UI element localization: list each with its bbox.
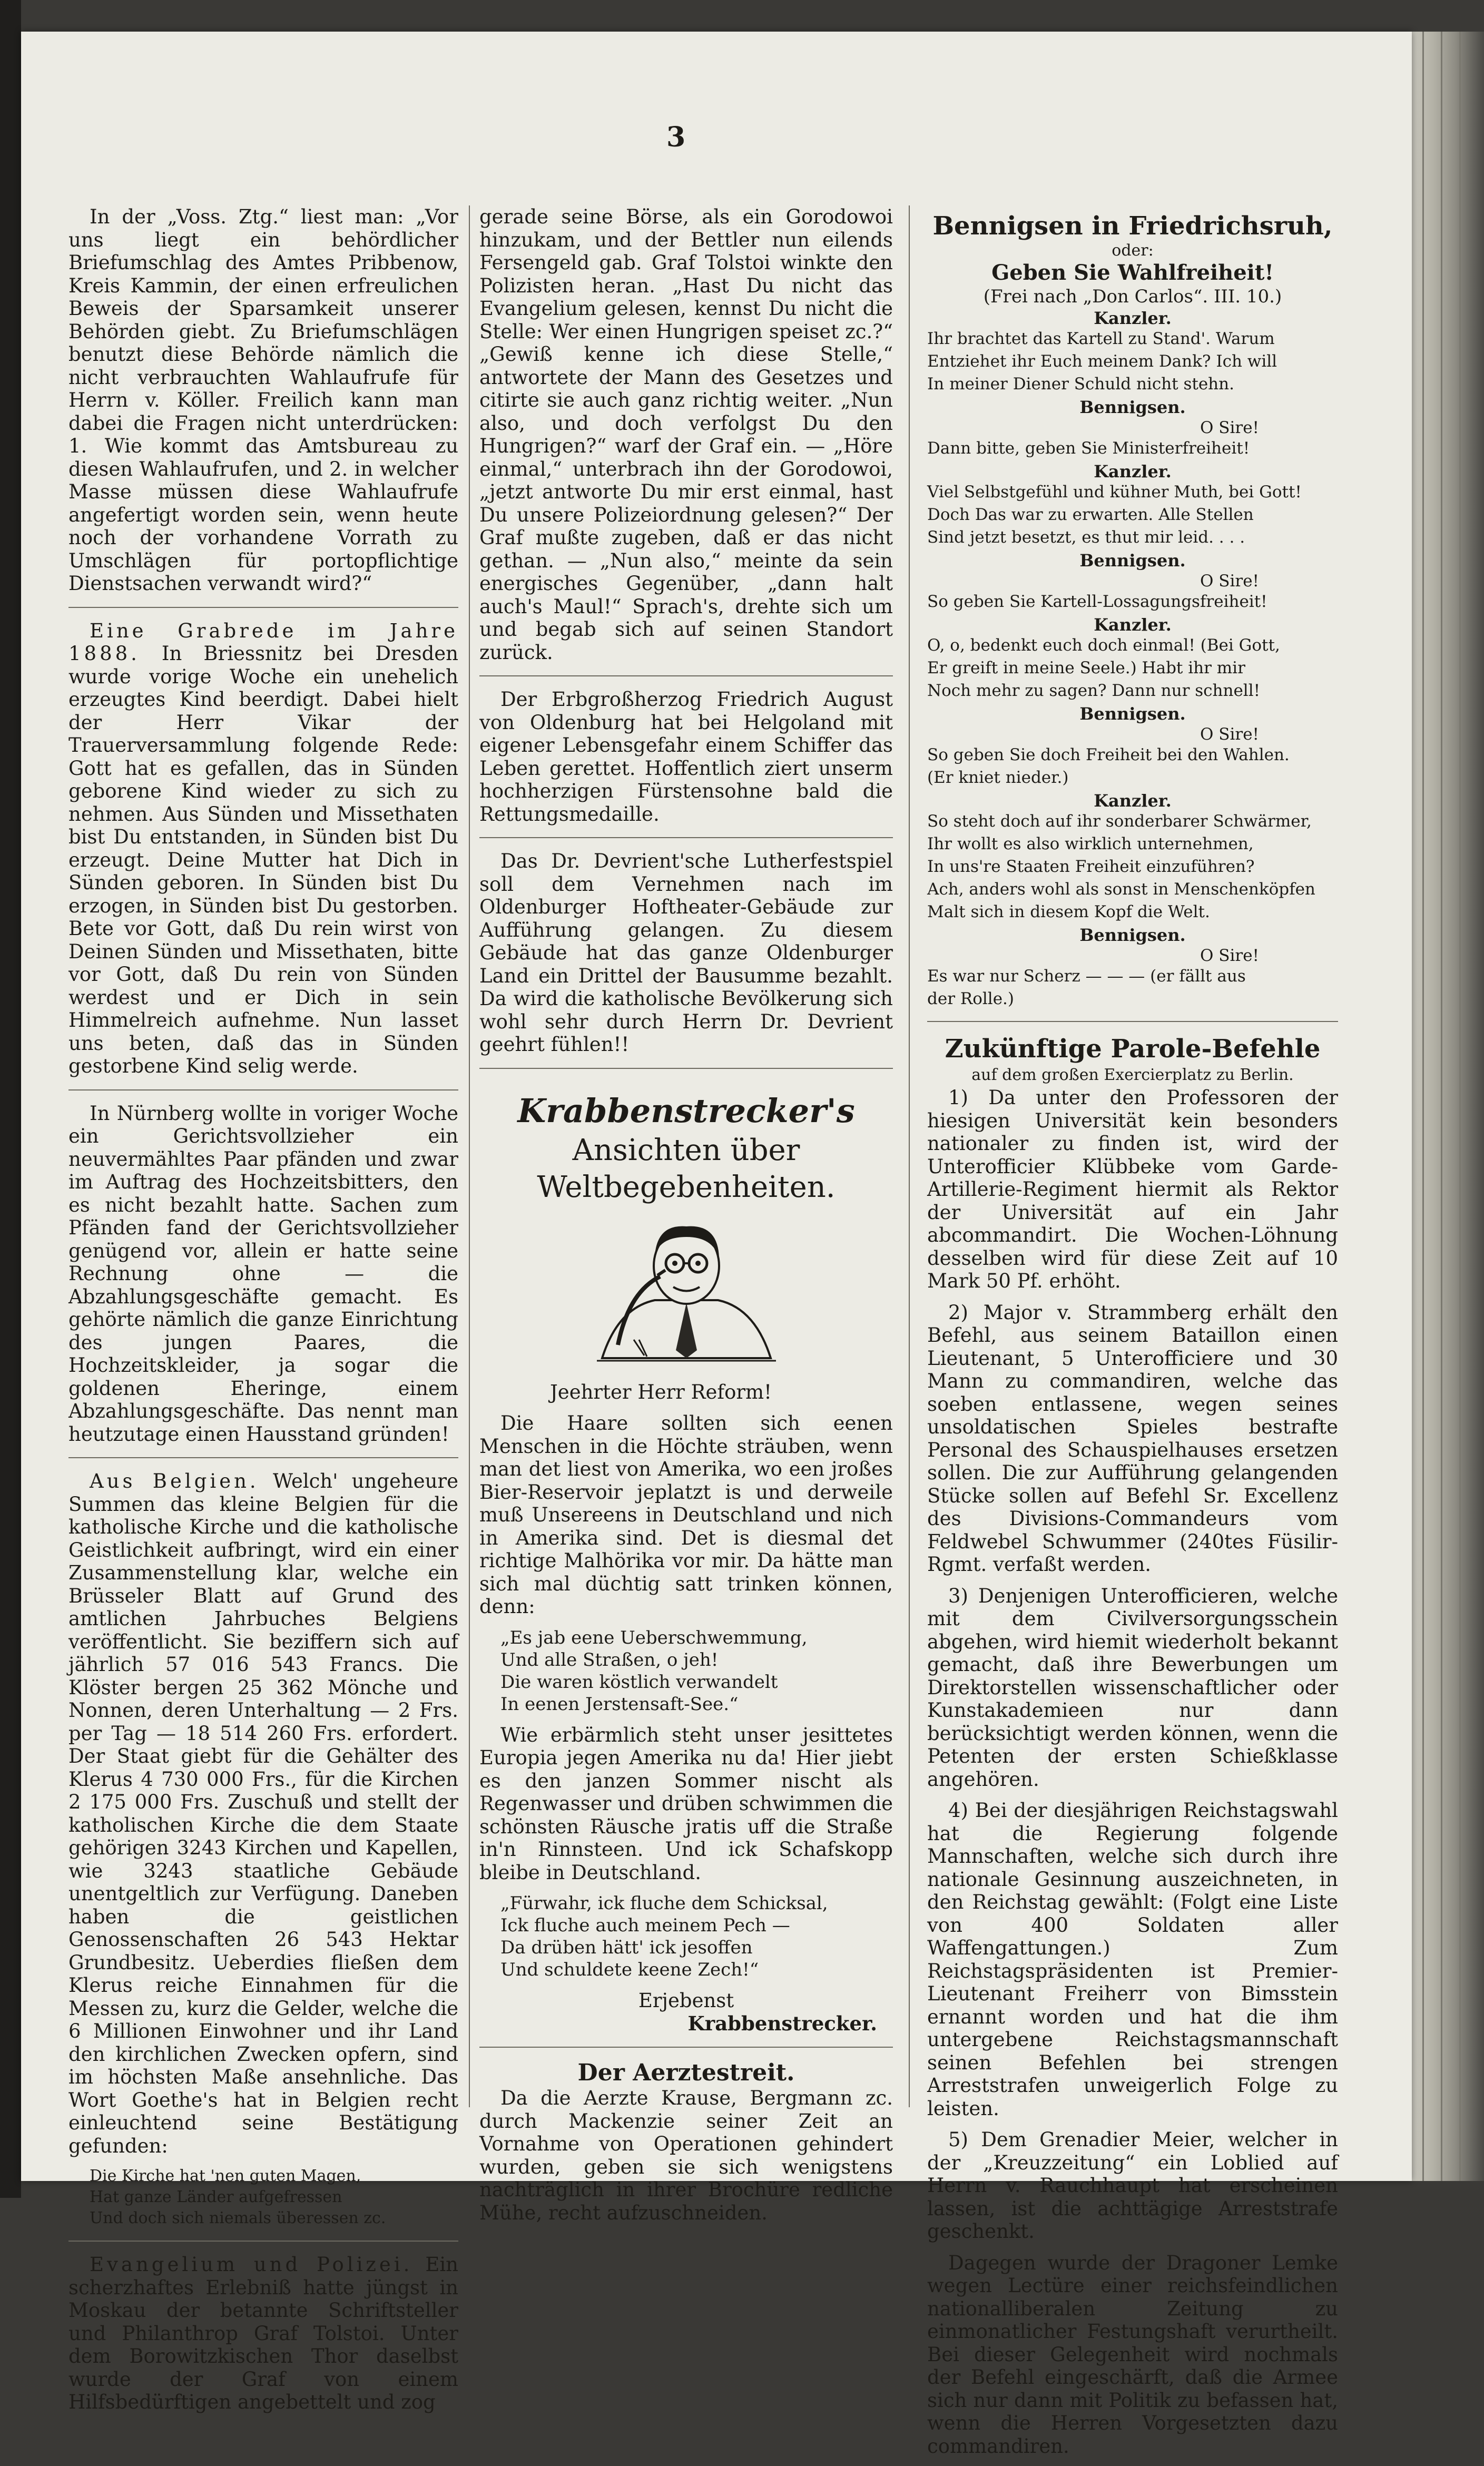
article-divider <box>68 2241 458 2242</box>
article-heading: Evangelium und Polizei. <box>90 2253 413 2276</box>
parole-item: 2) Major v. Strammberg erhält den Befehl, aus seinem Bataillon einen Lieutenant, 5 Unterofficiere und 30 Mann zu commandiren, welche das soeben entlassene, wegen seines unsoldatischen Spieles bestrafte Personal des Schauspielhauses ersetzen sollen. Die zur Aufführung gelangenden Stücke sollen auf Befehl Sr. Excellenz des Divisions-Commandeurs vom Feldwebel Schwummer (240tes Füsilir-Rgmt. verfaßt werden. <box>927 1301 1338 1576</box>
article-divider <box>479 1068 893 1069</box>
article-divider <box>68 1089 458 1090</box>
letter-greeting: Jeehrter Herr Reform! <box>549 1380 772 1403</box>
parole-item: Dagegen wurde der Dragoner Lemke wegen Lectüre einer reichsfeindlichen nationalliberalen Zeitung zu einmonatlicher Festungshaft verurtheilt. Bei dieser Gelegenheit wird nochmals der Befehl eingeschärft, daß die Armee sich nur dann mit Politik zu befassen hat, wenn die Herren Vorgesetzten dazu commandiren. <box>927 2251 1338 2458</box>
parole-title: Zukünftige Parole-Befehle <box>945 1034 1321 1064</box>
dialogue-line: Er greift in meine Seele.) Habt ihr mir <box>927 659 1245 677</box>
dialogue-line: Ihr wollt es also wirklich unternehmen, <box>927 834 1254 853</box>
letter-body-1: Die Haare sollten sich eenen Menschen in die Höchte sträuben, wenn man det liest von Amerika, wo een jroßes Bier-Reservoir jeplatzt is und derweile muß Unsereens in Deutschland und nich in Amerika sind. Det is diesmal det richtige Malhörika vor mir. Da hätte man sich mal düchtig satt trinken können, denn: <box>479 1412 893 1618</box>
article-divider <box>68 1457 458 1458</box>
letter-closing: Erjebenst <box>638 1989 734 2012</box>
dialogue-speaker: Bennigsen. <box>1079 397 1186 417</box>
verse-line: Die waren köstlich verwandelt <box>500 1671 778 1693</box>
article-oldenburg: Der Erbgroßherzog Friedrich August von Oldenburg hat bei Helgoland mit eigener Lebensgefahr einem Schiffer das Leben gerettet. Hoffentlich ziert unserm hochherzigen Fürstensohne bald die Rettungsmedaille. <box>479 688 893 826</box>
bennigsen-oder: oder: <box>1112 241 1154 260</box>
verse-line: In eenen Jerstensaft-See.“ <box>500 1693 739 1715</box>
article-divider <box>479 2047 893 2048</box>
dialogue-speaker: Kanzler. <box>1094 461 1172 482</box>
article-belgien <box>68 1470 458 2157</box>
verse-line: Und schuldete keene Zech!“ <box>500 1959 759 1980</box>
page-number: 3 <box>666 121 686 153</box>
column-divider <box>909 205 910 2107</box>
verse-line: „Es jab eene Ueberschwemmung, <box>500 1627 808 1648</box>
verse-line: Hat ganze Länder aufgefressen <box>90 2188 342 2206</box>
article-voss-ztg: In der „Voss. Ztg.“ liest man: „Vor uns liegt ein behördlicher Briefumschlag des Amtes Pribbenow, Kreis Kammin, der einen erfreulichen Beweis der Sparsamkeit unserer Behörden giebt. Zu Briefumschlägen benutzt diese Behörde nämlich die nicht verbrauchten Wahlaufrufe für Herrn v. Köller. Freilich kann man dabei die Fragen nicht unterdrücken: 1. Wie kommt das Amtsbureau zu diesen Wahlaufrufen, und 2. in welcher Masse müssen diese Wahlaufrufe angefertigt worden sein, wenn heute noch der vorhandene Vorrath zu Umschlägen für portopflichtige Dienstsachen verwandt wird?“ <box>68 205 458 595</box>
dialogue-line: Entziehet ihr Euch meinem Dank? Ich will <box>927 352 1277 371</box>
parole-subtitle: auf dem großen Exercierplatz zu Berlin. <box>971 1066 1294 1084</box>
aerztestreit-title: Der Aerztestreit. <box>577 2059 795 2086</box>
verse-line: Da drüben hätt' ick jesoffen <box>500 1937 753 1958</box>
newspaper-page <box>21 32 1412 2458</box>
article-body: Ein scherzhaftes Erlebniß hatte jüngst in Moskau der betannte Schriftsteller und Philanthrop Graf Tolstoi. Unter dem Borowitzkischen Thor daselbst wurde der Graf von einem Hilfsbedürftigen angebettelt und zog <box>68 2253 459 2413</box>
caricature-illustration <box>586 1213 787 1371</box>
dialogue-line: Malt sich in diesem Kopf die Welt. <box>927 902 1210 921</box>
goethe-quote <box>90 2166 458 2229</box>
column-1 <box>68 205 458 2422</box>
dialogue-line: So steht doch auf ihr sonderbarer Schwärmer, <box>927 812 1312 831</box>
column-divider <box>469 205 470 2107</box>
bennigsen-subtitle: Geben Sie Wahlfreiheit! <box>991 260 1274 285</box>
dialogue-line: In meiner Diener Schuld nicht stehn. <box>927 375 1234 394</box>
verse-line: Und doch sich niemals überessen zc. <box>90 2209 386 2227</box>
dialogue-speaker: Kanzler. <box>1094 615 1172 635</box>
dialogue-line: Dann bitte, geben Sie Ministerfreiheit! <box>927 439 1250 458</box>
dialogue-line: der Rolle.) <box>927 989 1014 1008</box>
parole-item: 3) Denjenigen Unterofficieren, welche mit dem Civilversorgungsschein abgehen, wird hiemit wiederholt bekannt gemacht, daß ihre Bewerbungen um Direktorstellen wissenschaftlicher oder Kunstakademieen nur dann berücksichtigt werden können, wenn die Petenten der ersten Schießklasse angehören. <box>927 1584 1338 1791</box>
dialogue-line: Ach, anders wohl als sonst in Menschenköpfen <box>927 880 1315 899</box>
dialogue-line: Viel Selbstgefühl und kühner Muth, bei Gott! <box>927 483 1302 502</box>
article-grabrede <box>68 620 458 1078</box>
dialogue-line: Ihr brachtet das Kartell zu Stand'. Warum <box>927 329 1275 348</box>
parole-items <box>927 1086 1338 2458</box>
letter-body-2: Wie erbärmlich steht unser jesittetes Europia jegen Amerika nu da! Hier jiebt es den janzen Sommer nischt als Regenwasser und drüben schwimmen die schönsten Räusche jratis uff die Straße in'n Rinnsteen. Und ick Schafskopp bleibe in Deutschland. <box>479 1723 893 1884</box>
parole-item: 4) Bei der diesjährigen Reichstagswahl hat die Regierung folgende Mannschaften, welche sich durch ihre nationale Gesinnung auszeichneten, in den Reichstag gewählt: (Folgt eine Liste von 400 Soldaten aller Waffengattungen.) Zum Reichstagspräsidenten ist Premier-Lieutenant Freiherr von Bimsstein ernannt worden und hat die ihm untergebene Reichstagsmannschaft seinen Befehlen bei strengen Arreststrafen unweigerlich Folge zu leisten. <box>927 1799 1338 2120</box>
dialogue-line: O, o, bedenkt euch doch einmal! (Bei Gott, <box>927 636 1280 655</box>
adjacent-page-edge <box>0 0 21 2198</box>
page-stack-edge <box>1412 32 1484 2181</box>
article-divider <box>479 837 893 838</box>
article-heading: Eine Grabrede im Jahre 1888. <box>68 619 458 665</box>
letter-signature: Krabbenstrecker. <box>687 2011 877 2035</box>
dialogue-line: Sind jetzt besetzt, es thut mir leid. . . . <box>927 528 1245 547</box>
article-divider <box>479 675 893 676</box>
dialogue <box>927 308 1338 1009</box>
column-2 <box>479 205 893 2233</box>
dialogue-speaker: Bennigsen. <box>1079 551 1186 571</box>
verse-line: Und alle Straßen, o jeh! <box>500 1649 719 1671</box>
aerztestreit-body: Da die Aerzte Krause, Bergmann zc. durch Mackenzie seiner Zeit an Vornahme von Operationen gehindert wurden, geben sie sich wenigstens nachträglich in ihrer Brochüre redliche Mühe, recht aufzuschneiden. <box>479 2087 893 2224</box>
verse-line: Die Kirche hat 'nen guten Magen, <box>90 2167 361 2185</box>
bennigsen-source: (Frei nach „Don Carlos“. III. 10.) <box>983 286 1282 307</box>
verse-line: „Fürwahr, ick fluche dem Schicksal, <box>500 1893 828 1914</box>
dialogue-line: O Sire! <box>1200 572 1259 591</box>
dialogue-line: O Sire! <box>1200 418 1259 437</box>
dialogue-speaker: Bennigsen. <box>1079 704 1186 724</box>
article-lutherfestspiel: Das Dr. Devrient'sche Lutherfestspiel soll dem Vernehmen nach im Oldenburger Hoftheater-Gebäude zur Aufführung gelangen. Zu diesem Gebäude hat das ganze Oldenburger Land ein Drittel der Bausumme bezahlt. Da wird die katholische Bevölkerung sich wohl sehr durch Herrn Dr. Devrient geehrt fühlen!! <box>479 850 893 1056</box>
letter-verse-1 <box>500 1627 893 1715</box>
parole-item: 5) Dem Grenadier Meier, welcher in der „Kreuzzeitung“ ein Loblied auf Herrn v. Rauchhaupt hat erscheinen lassen, ist die achttägige Arreststrafe geschenkt. <box>927 2128 1338 2243</box>
article-body: Welch' ungeheure Summen das kleine Belgien für die katholische Kirche und die katholische Geistlichkeit aufbringt, wird ein einer Zusammenstellung klar, welche ein Brüsseler Blatt auf Grund des amtlichen Jahrbuches Belgiens veröffentlicht. Sie beziffern sich auf jährlich 57 016 543 Francs. Die Klöster bergen 25 362 Mönche und Nonnen, deren Unterhaltung — 2 Frs. per Tag — 18 514 260 Frs. erfordert. Der Staat giebt für die Gehälter des Klerus 4 730 000 Frs., für die Kirchen 2 175 000 Frs. Zuschuß und stellt der katholischen Kirche die dem Staate gehörigen 3243 Kirchen und Kapellen, wie 3243 staatliche Gebäude unentgeltlich zur Verfügung. Daneben haben die geistlichen Genossenschaften 26 543 Hektar Grundbesitz. Ueberdies fließen dem Klerus reiche Einnahmen für die Messen zu, kurz die Gelder, welche die 6 Millionen Einwohner und ihr Land den kirchlichen Zwecken opfern, sind im höchsten Maße ansehnliche. Das Wort Goethe's hat in Belgien recht einleuchtend seine Bestätigung gefunden: <box>68 1470 459 2157</box>
article-nuernberg: In Nürnberg wollte in voriger Woche ein Gerichtsvollzieher ein neuvermähltes Paar pfänden und zwar im Auftrag des Hochzeitsbitters, den es nicht bezahlt hatte. Sachen zum Pfänden fand der Gerichtsvollzieher genügend vor, allein er hatte seine Rechnung ohne — die Abzahlungsgeschäfte gemacht. Es gehörte nämlich die ganze Einrichtung des jungen Paares, die Hochzeitskleider, ja sogar die goldenen Eheringe, einem Abzahlungsgeschäfte. Das nennt man heutzutage einen Hausstand gründen! <box>68 1102 458 1446</box>
bennigsen-title: Bennigsen in Friedrichsruh, <box>932 211 1333 241</box>
column-3 <box>927 205 1338 2466</box>
dialogue-speaker: Bennigsen. <box>1079 925 1186 945</box>
article-evangelium-cont: gerade seine Börse, als ein Gorodowoi hinzukam, und der Bettler nun eilends Fersengeld gab. Graf Tolstoi winkte den Polizisten heran. „Hast Du nicht das Evangelium gelesen, kennst Du nicht die Stelle: Wer einen Hungrigen speiset zc.?“ „Gewiß kenne ich diese Stelle,“ antwortete der Mann des Gesetzes und citirte sie auch ganz richtig weiter. „Nun also, und doch verfolgst Du den Hungrigen?“ warf der Graf ein. — „Höre einmal,“ unterbrach ihn der Gorodowoi, „jetzt antworte Du mir erst einmal, hast Du unsere Polizeiordnung gelesen?“ Der Graf mußte zugeben, daß er das nicht gethan. — „Nun also,“ meinte da sein energisches Gegenüber, „dann halt auch's Maul!“ Sprach's, drehte sich um und begab sich auf seinen Standort zurück. <box>479 205 893 664</box>
article-evangelium <box>68 2253 458 2414</box>
dialogue-line: Es war nur Scherz — — — (er fällt aus <box>927 967 1246 986</box>
article-body: In Briessnitz bei Dresden wurde vorige Woche ein unehelich erzeugtes Kind beerdigt. Dabei hielt der Herr Vikar der Trauerversammlung folgende Rede: Gott hat es gefallen, das in Sünden geborene Kind wieder zu sich zu nehmen. Aus Sünden und Missethaten bist Du entstanden, in Sünden bist Du erzeugt. Deine Mutter hat Dich in Sünden geboren. In Sünden bist Du erzogen, in Sünden bist Du gestorben. Bete vor Gott, daß Du rein wirst von Deinen Sünden und Missethaten, bitte vor Gott, daß Du rein von Sünden werdest und er Dich in sein Himmelreich aufnehme. Nun lasset uns beten, daß das in Sünden gestorbene Kind selig werde. <box>68 642 458 1077</box>
dialogue-line: O Sire! <box>1200 946 1259 965</box>
parole-item: 1) Da unter den Professoren der hiesigen Universität kein besonders nationaler zu finden ist, wird der Unterofficier Klübbeke vom Garde-Artillerie-Regiment hiermit als Rektor der Universität auf ein Jahr abcommandirt. Die Wochen-Löhnung desselben wird für diese Zeit auf 10 Mark 50 Pf. erhöht. <box>927 1086 1338 1292</box>
krabbenstrecker-subtitle: Ansichten über Weltbegebenheiten. <box>537 1133 836 1204</box>
dialogue-line: O Sire! <box>1200 725 1259 744</box>
verse-line: Ick fluche auch meinem Pech — <box>500 1915 790 1936</box>
dialogue-line: So geben Sie doch Freiheit bei den Wahlen. <box>927 745 1290 764</box>
krabbenstrecker-title: Krabbenstrecker's <box>517 1091 855 1130</box>
letter-verse-2 <box>500 1892 893 1981</box>
dialogue-line: Doch Das war zu erwarten. Alle Stellen <box>927 505 1254 524</box>
dialogue-line: Noch mehr zu sagen? Dann nur schnell! <box>927 681 1261 700</box>
article-heading: Aus Belgien. <box>90 1470 259 1492</box>
dialogue-line: In uns're Staaten Freiheit einzuführen? <box>927 857 1255 876</box>
article-divider <box>927 1021 1338 1022</box>
dialogue-speaker: Kanzler. <box>1094 791 1172 811</box>
dialogue-speaker: Kanzler. <box>1094 308 1172 328</box>
dialogue-line: (Er kniet nieder.) <box>927 768 1069 787</box>
article-divider <box>68 607 458 608</box>
dialogue-line: So geben Sie Kartell-Lossagungsfreiheit! <box>927 592 1267 611</box>
